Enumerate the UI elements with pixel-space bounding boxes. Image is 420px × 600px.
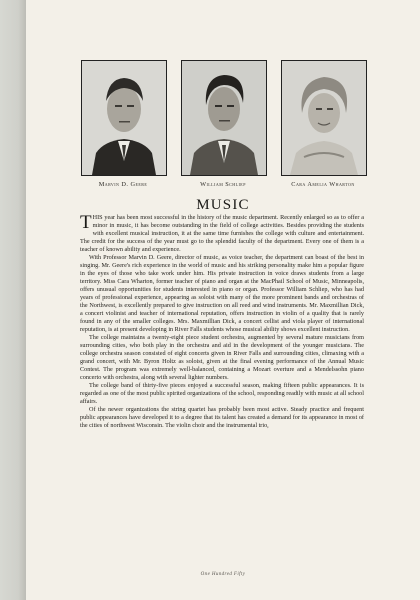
scan-edge (0, 0, 26, 600)
portrait-photo-schliep (181, 60, 267, 176)
drop-cap: T (80, 212, 92, 233)
portrait-photo-wharton (281, 60, 367, 176)
portrait-caption: Marvin D. Geere (98, 181, 148, 188)
portrait-caption: William Schliep (200, 181, 246, 188)
article-paragraph: With Professor Marvin D. Geere, director of music, as voice teacher, the department can boast of the best in singing. Mr. Geere's rich experience in the world of music and his striking personality make him a popular figure in the eyes of those who take work under him. His private instruction in voice draws students from a large territory. Miss Cara Wharton, former teacher of piano and organ at the MacPhail School of Music, Minneapolis, offers unusual opportunities for students interested in piano or organ. Professor William Schliep, who has had years of professional experience, appearing as soloist with many of the more prominent bands and orchestras of the Northwest, is excellently prepared to give instruction on all reed and wind instruments. Mr. Maxmillian Dick, a concert violinist and teacher of international reputation, offers instruction in violin of a quality that is rarely found in any of the smaller colleges. Mrs. Maxmillian Dick, a concert cellist and viola player of international reputation, is at present developing in River Falls students whose musical ability shows excellent instruction. (80, 254, 364, 334)
article-paragraph: The college band of thirty-five pieces enjoyed a successful season, making fifteen public appearances. It is regarded as one of the most public spirited organizations of the school, responding readily with music at all school affairs. (80, 382, 364, 406)
article-paragraph (80, 214, 364, 254)
page-number: One Hundred Fifty (200, 572, 246, 577)
yearbook-page (26, 0, 420, 600)
article-paragraph: The college maintains a twenty-eight piece student orchestra, augmented by several mature musicians from surrounding cities, who both play in the orchestra and aid in the development of the younger musicians. The college orchestra season consisted of eight concerts given in River Falls and surrounding cities, climaxing with a grand concert, with Mr. Byron Holtz as soloist, given at the final evening performance of the Annual Music Contest. The program was extremely well-balanced, containing a Mozart overture and a Mendelssohn piano concerto with orchestra, along with several lighter numbers. (80, 334, 364, 382)
portrait-caption: Cara Amelia Wharton (291, 181, 355, 188)
portrait-photo-geere (81, 60, 167, 176)
article-body (80, 214, 364, 430)
section-heading: MUSIC (196, 197, 250, 213)
article-paragraph: Of the newer organizations the string quartet has probably been most active. Steady practice and frequent public appearances have developed it to a degree that its talent has created a demand for its appearance in most of the cities of northwest Wisconsin. The violin choir and the instrumental trio, (80, 406, 364, 430)
paragraph-text: HIS year has been most successful in the history of the music department. Recently enlarged so as to offer a minor in music, it has become outstanding in the field of college activities. Besides providing the students with excellent musical instruction, it at the same time furnishes the college with culture and entertainment. The credit for the success of the year must go to the splendid faculty of the department. Every one of them is a teacher of known ability and experience. (80, 214, 364, 254)
